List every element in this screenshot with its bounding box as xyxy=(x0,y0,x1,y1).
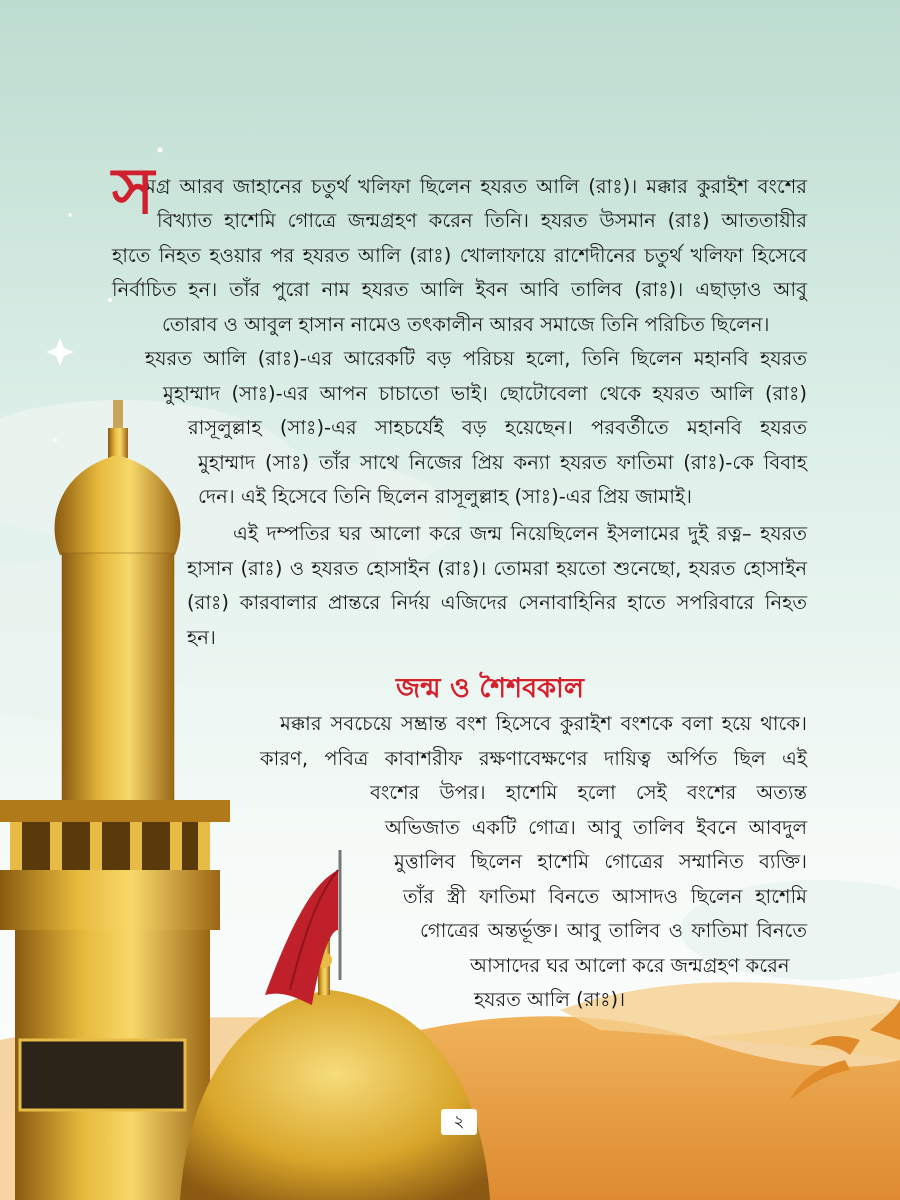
birth-line: তাঁর স্ত্রী ফাতিমা বিনতে আসাদও ছিলেন হাশেমি xyxy=(403,884,807,908)
relation-line: রাসূলুল্লাহ (সাঃ)-এর সাহচর্যেই বড় হয়েছেন। পরবর্তীতে মহানবি হযরত xyxy=(188,416,807,439)
children-paragraph xyxy=(187,517,807,655)
birth-line: বংশের উপর। হাশেমি হলো সেই বংশের অত্যন্ত xyxy=(370,781,807,804)
intro-paragraph-cont xyxy=(112,204,807,342)
relation-paragraph xyxy=(142,342,807,515)
birth-line: মক্কার সবচেয়ে সম্ভ্রান্ত বংশ হিসেবে কুরাইশ বংশকে বলা হয়ে থাকে। xyxy=(280,712,807,735)
intro-paragraph xyxy=(145,170,807,205)
intro-line: হাতে নিহত হওয়ার পর হযরত আলি (রাঃ) খোলাফায়ে রাশেদীনের চতুর্থ খলিফা হিসেবে xyxy=(112,243,807,267)
relation-line: দেন। এই হিসেবে তিনি ছিলেন রাসূলুল্লাহ (সাঃ)-এর প্রিয় জামাই। xyxy=(198,485,693,508)
relation-line: মুহাম্মাদ (সাঃ)-এর আপন চাচাতো ভাই। ছোটোবেলা থেকে হযরত আলি (রাঃ) xyxy=(163,381,807,405)
children-line: হাসান (রাঃ) ও হযরত হোসাইন (রাঃ)। তোমরা হয়তো শুনেছো, হযরত হোসাইন xyxy=(187,556,807,580)
intro-line: তোরাব ও আবুল হাসান নামেও তৎকালীন আরব সমাজে তিনি পরিচিত ছিলেন। xyxy=(162,312,770,336)
intro-line: বিখ্যাত হাশেমি গোত্রে জন্মগ্রহণ করেন তিনি। হযরত উসমান (রাঃ) আততায়ীর xyxy=(157,209,807,232)
relation-line: হযরত আলি (রাঃ)-এর আরেকটি বড় পরিচয় হলো, তিনি ছিলেন মহানবি হযরত xyxy=(145,347,807,370)
birth-line: অভিজাত একটি গোত্র। আবু তালিব ইবনে আবদুল xyxy=(385,815,807,839)
children-line: (রাঃ) কারবালার প্রান্তরে নির্দয় এজিদের সেনাবাহিনির হাতে সপরিবারে নিহত xyxy=(187,591,807,614)
drop-cap-letter: স xyxy=(112,154,155,229)
birth-line: মুত্তালিব ছিলেন হাশেমি গোত্রের সম্মানিত ব্যক্তি। xyxy=(394,850,807,873)
intro-line: মগ্র আরব জাহানের চতুর্থ খলিফা ছিলেন হযরত আলি (রাঃ)। মক্কার কুরাইশ বংশের xyxy=(145,175,807,198)
relation-line: মুহাম্মাদ (সাঃ) তাঁর সাথে নিজের প্রিয় কন্যা হযরত ফাতিমা (রাঃ)-কে বিবাহ xyxy=(198,450,807,474)
birth-line: গোত্রের অন্তর্ভূক্ত। আবু তালিব ও ফাতিমা বিনতে xyxy=(420,919,807,942)
intro-line: নির্বাচিত হন। তাঁর পুরো নাম হযরত আলি ইবন আবি তালিব (রাঃ)। এছাড়াও আবু xyxy=(112,278,807,301)
children-line: এই দম্পতির ঘর আলো করে জন্ম নিয়েছিলেন ইসলামের দুই রত্ন– হযরত xyxy=(233,522,807,545)
page-number: ২ xyxy=(441,1109,477,1135)
section-heading: জন্ম ও শৈশবকাল xyxy=(396,673,584,704)
children-line: হন। xyxy=(187,625,216,649)
birth-paragraph xyxy=(260,707,807,1018)
birth-line: কারণ, পবিত্র কাবাশরীফ রক্ষণাবেক্ষণের দায়িত্ব অর্পিত ছিল এই xyxy=(260,746,807,770)
birth-line: হযরত আলি (রাঃ)। xyxy=(474,988,626,1011)
birth-line: আসাদের ঘর আলো করে জন্মগ্রহণ করেন xyxy=(470,953,790,977)
